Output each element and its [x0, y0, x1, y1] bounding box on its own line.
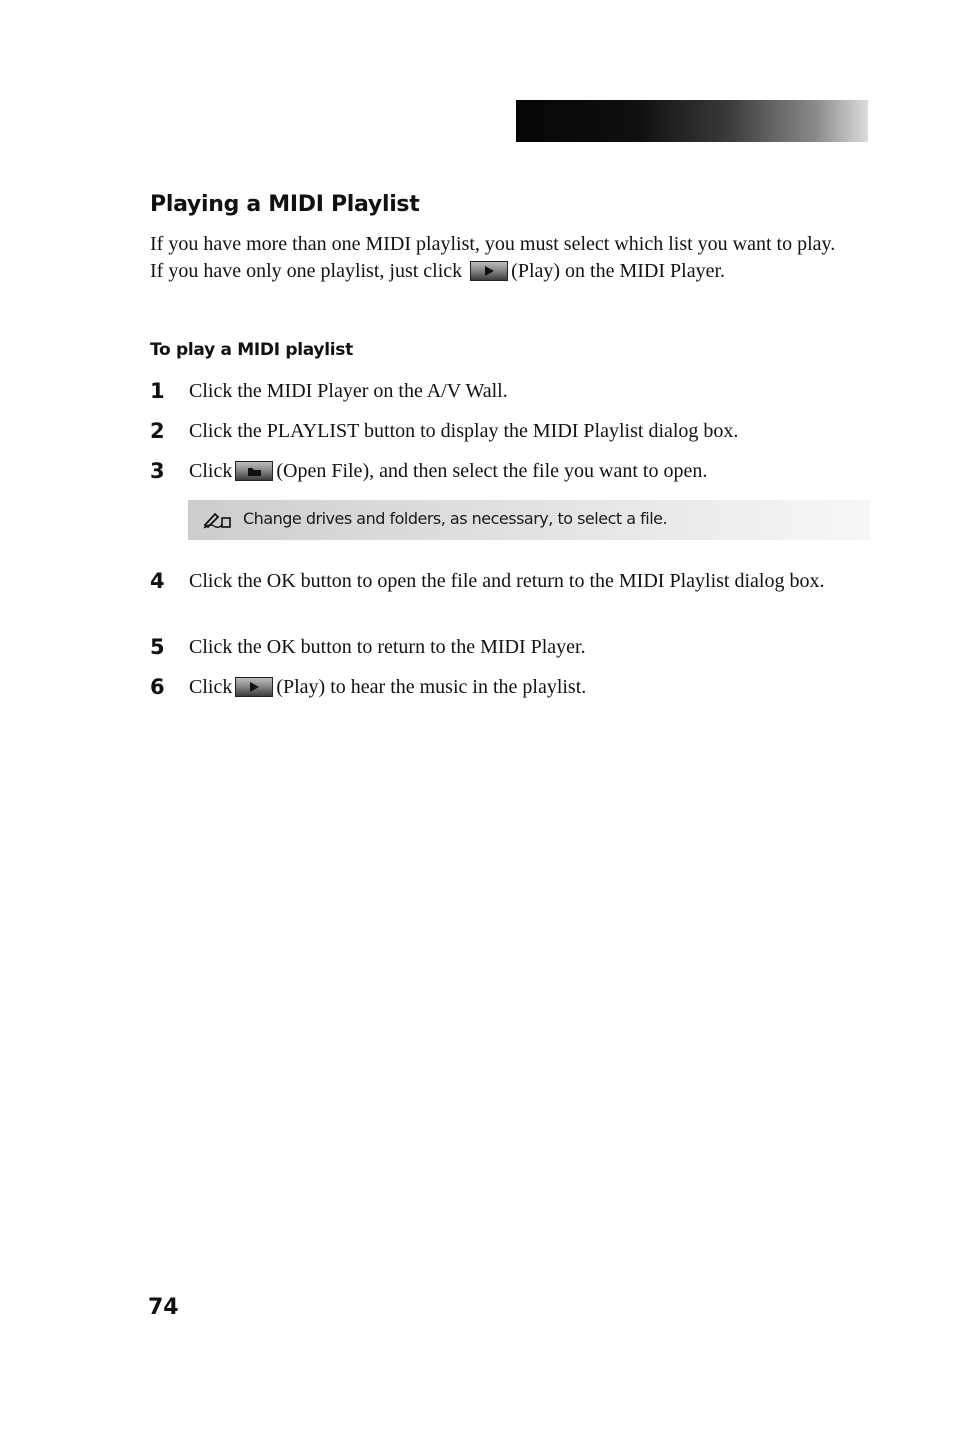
intro-text-before: If you have more than one MIDI playlist, you must select which list you want to play. If you have only one playlist, just click [150, 233, 836, 282]
procedure-title: To play a MIDI playlist [150, 340, 353, 360]
step-number: 4 [150, 569, 165, 593]
step-text-before: Click [189, 676, 233, 698]
step-text: Click the OK button to return to the MIDI Player. [189, 636, 586, 658]
step-text: Click the OK button to open the file and return to the MIDI Playlist dialog box. [189, 570, 825, 592]
step-text: Click the MIDI Player on the A/V Wall. [189, 380, 508, 402]
play-icon [235, 677, 273, 697]
step-text-after: (Open File), and then select the file you want to open. [276, 460, 708, 482]
step-text-before: Click [189, 460, 233, 482]
open-file-icon [235, 461, 273, 481]
step-text [189, 674, 849, 701]
step-text-after: (Play) to hear the music in the playlist. [276, 676, 587, 698]
step-number: 2 [150, 419, 165, 443]
page-number: 74 [148, 1295, 179, 1320]
step-number: 3 [150, 459, 165, 483]
pencil-note-icon [202, 509, 232, 534]
step-number: 5 [150, 635, 165, 659]
step-number: 6 [150, 675, 165, 699]
intro-paragraph [150, 231, 850, 285]
header-bar [516, 100, 868, 142]
section-heading: Playing a MIDI Playlist [150, 192, 420, 217]
step-text: Click the PLAYLIST button to display the MIDI Playlist dialog box. [189, 420, 739, 442]
step-number: 1 [150, 379, 165, 403]
intro-text-after: (Play) on the MIDI Player. [511, 260, 726, 282]
note-box [188, 500, 870, 540]
note-text: Change drives and folders, as necessary, to select a file. [243, 509, 668, 528]
play-icon [470, 261, 508, 281]
step-text [189, 458, 849, 485]
